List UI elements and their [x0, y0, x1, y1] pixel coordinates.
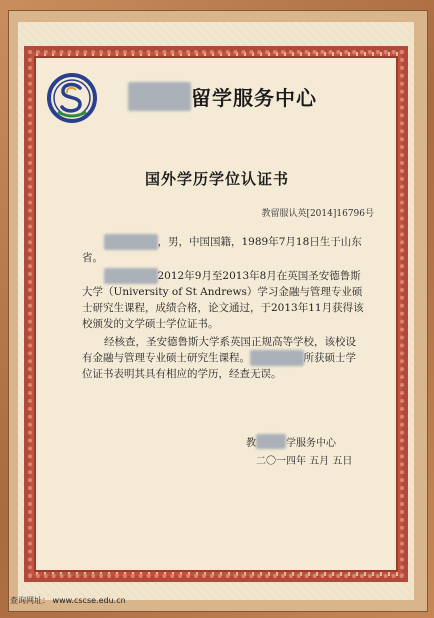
redacted-name	[250, 350, 304, 366]
issuer-title-suffix: 留学服务中心	[191, 86, 317, 110]
signing-authority-suffix: 学服务中心	[286, 438, 336, 449]
signing-authority-prefix: 教	[246, 438, 256, 449]
redacted-text	[256, 434, 286, 449]
paragraph-personal-info	[82, 234, 364, 266]
redacted-name	[104, 268, 158, 284]
signing-date: 二〇一四年 五月 五日	[256, 456, 353, 467]
reference-number: 教留服认英[2014]16796号	[261, 209, 374, 219]
paragraph-personal-info-text: ，男，中国国籍，1989年7月18日生于山东省。	[82, 236, 362, 264]
document-title: 国外学历学位认证书	[144, 170, 289, 188]
signing-authority	[246, 434, 336, 449]
redacted-text	[128, 82, 191, 111]
issuer-title	[128, 82, 378, 111]
paragraph-study-info	[82, 268, 364, 332]
paragraph-verification-conclusion: 所获硕士学位证书表明其具有相应的学历，经查无误。	[82, 352, 356, 380]
paragraph-study-info-text: 2012年9月至2013年8月在英国圣安德鲁斯大学（University of St Andrews）学习金融与管理专业硕士研究生课程，成绩合格，论文通过，于2013年11月获得该校颁发的文学硕士学位证书。	[82, 270, 364, 330]
paragraph-verification-text: 经核查，圣安德鲁斯大学系英国正规高等学校，该校设有金融与管理专业硕士研究生课程。	[82, 336, 356, 364]
verification-url: 查询网址： www.cscse.edu.cn	[10, 596, 126, 605]
redacted-name	[104, 234, 158, 250]
cscse-logo-icon	[46, 72, 98, 124]
paragraph-verification	[82, 334, 364, 382]
